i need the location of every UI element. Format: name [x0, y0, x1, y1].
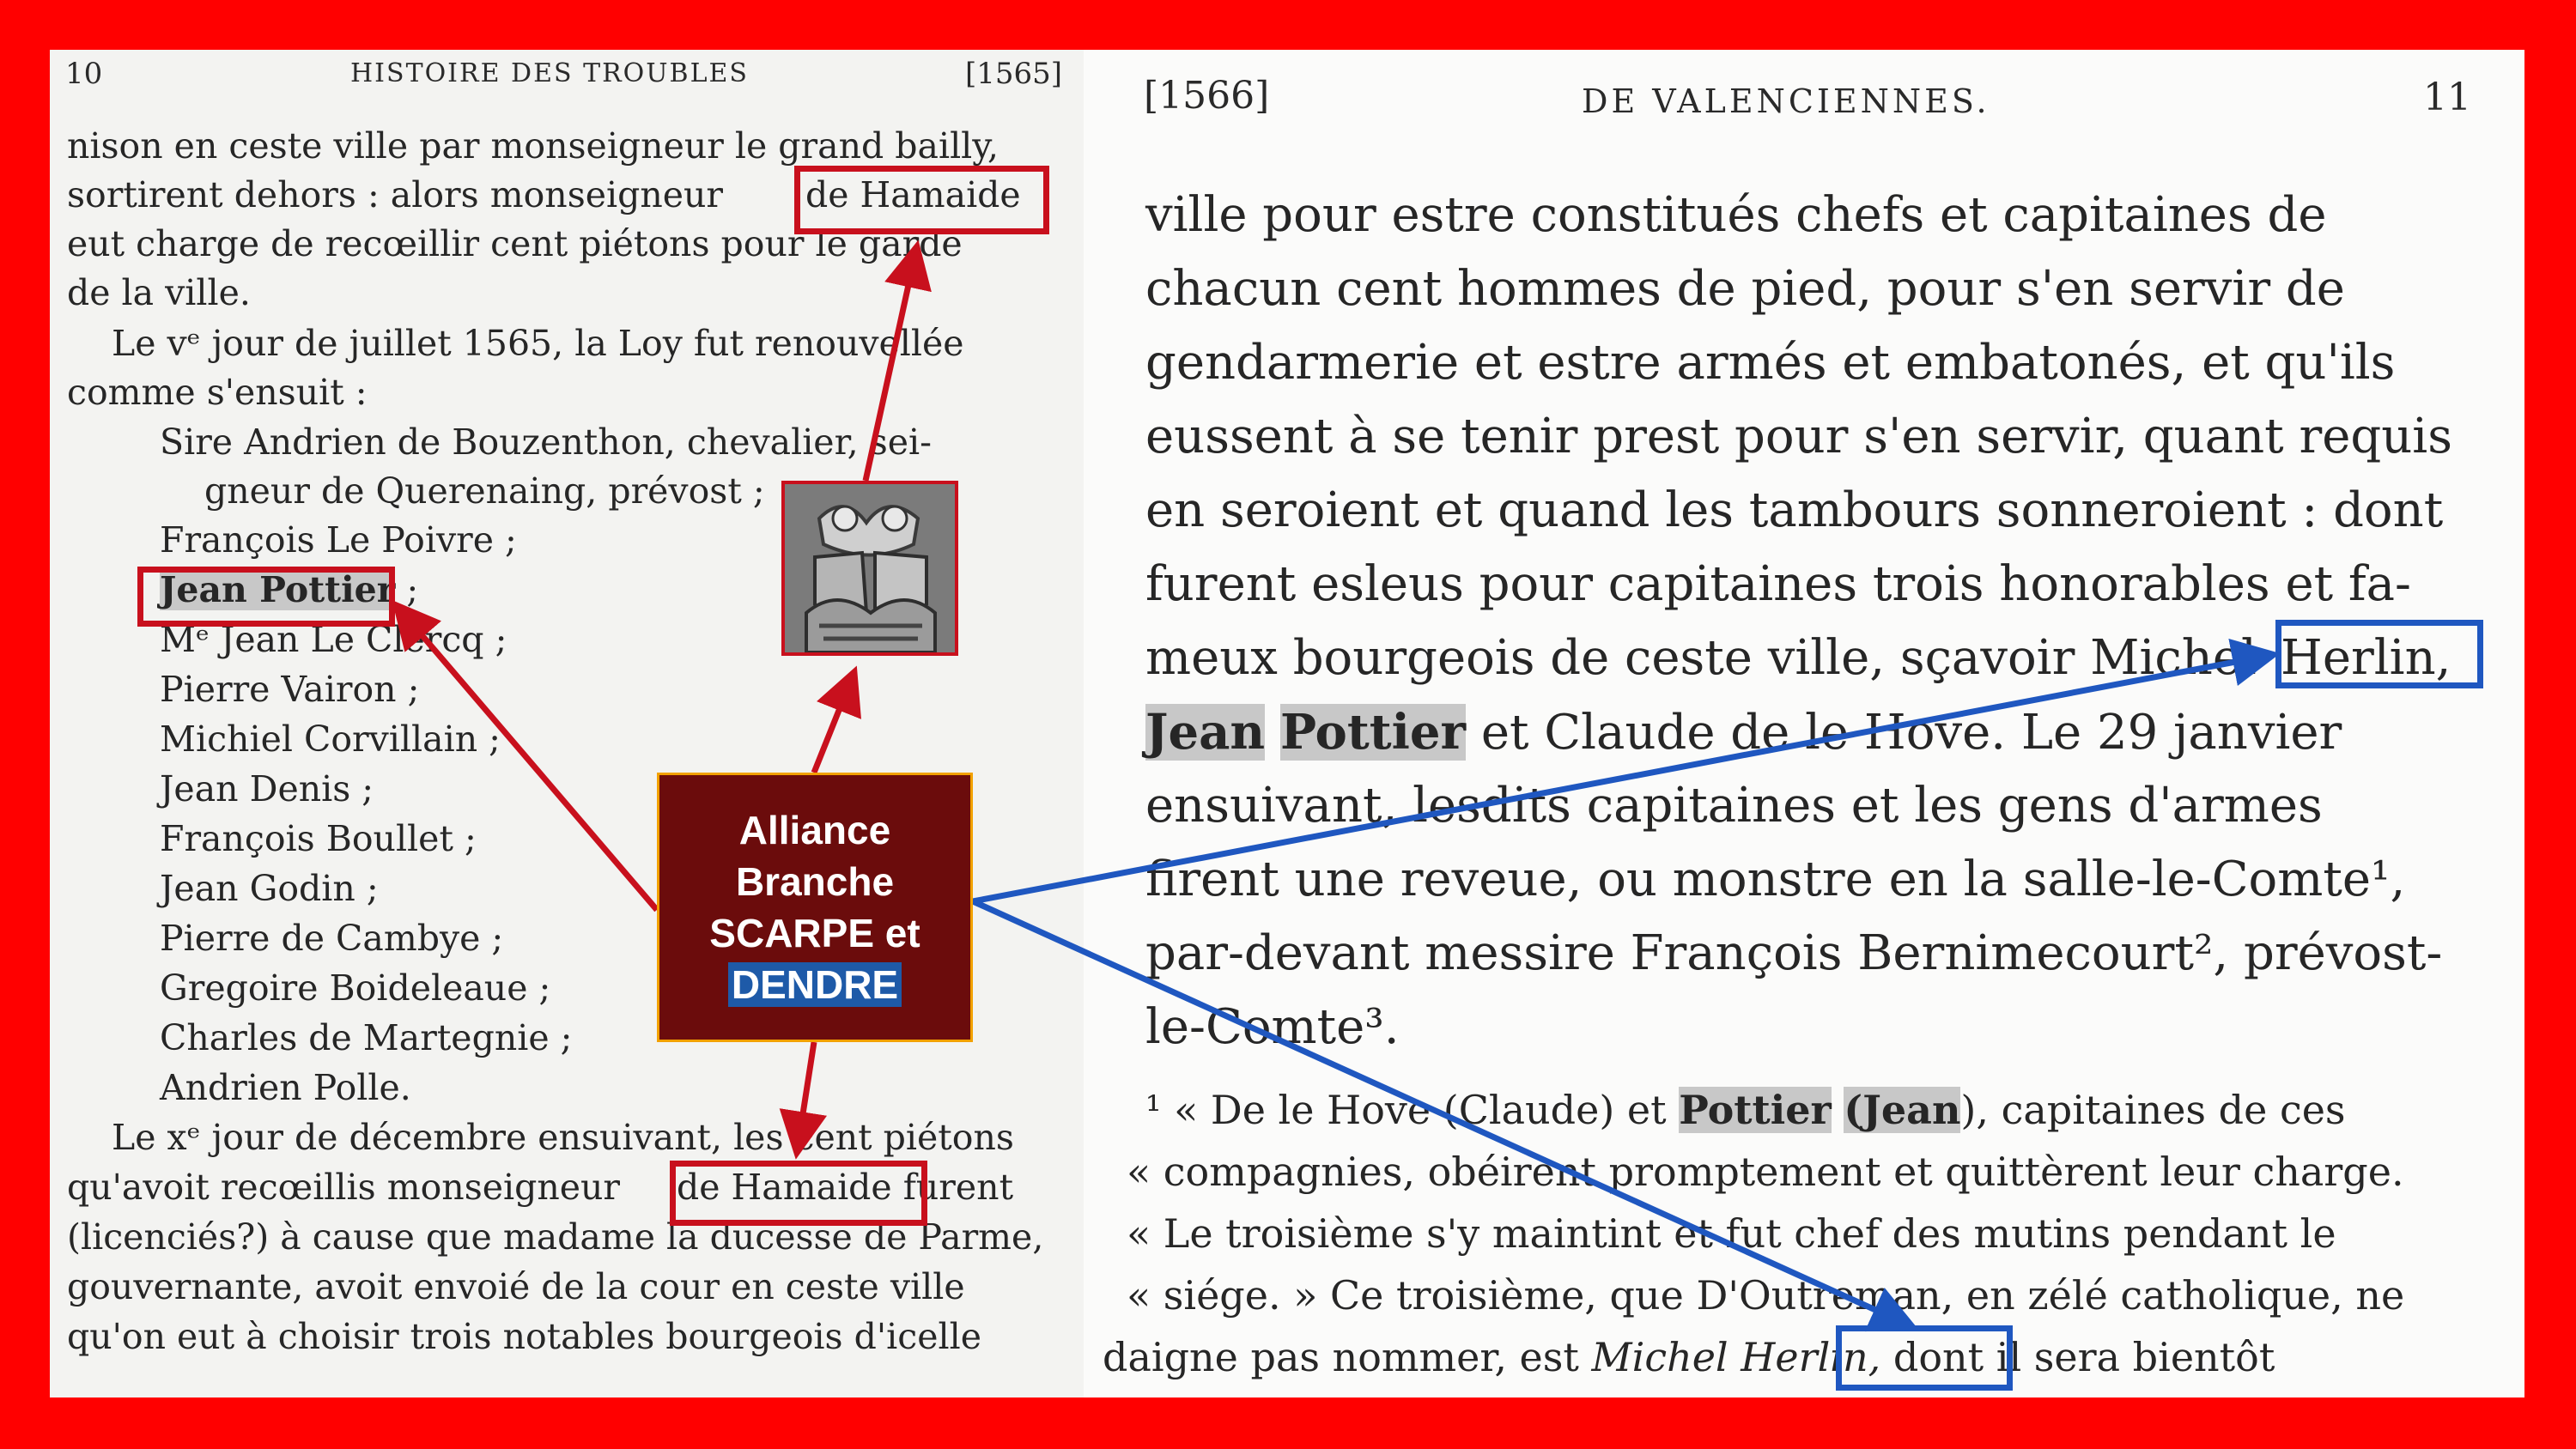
arrow-to-crest: [814, 682, 850, 773]
text-line: gneur de Querenaing, prévost ;: [204, 470, 765, 512]
text-line: eussent à se tenir prest pour s'en servir, quant requis: [1145, 409, 2452, 464]
callout-line-highlight: DENDRE: [728, 959, 902, 1010]
footnote-line: « compagnies, obéirent promptement et quittèrent leur charge.: [1127, 1149, 2404, 1195]
text-line: firent une reveue, ou monstre en la salle-le-Comte¹,: [1145, 852, 2406, 907]
text-line: gouvernante, avoit envoié de la cour en ceste ville: [67, 1266, 965, 1307]
text-line: par-devant messire François Bernimecourt², prévost-: [1145, 925, 2443, 981]
text-line: Le xᵉ jour de décembre ensuivant, les cent piétons: [112, 1117, 1014, 1158]
arrow-to-hamaide-bottom: [799, 1042, 814, 1142]
running-title: HISTOIRE DES TROUBLES: [350, 58, 749, 88]
page-number: 10: [65, 57, 103, 91]
text-line: qu'on eut à choisir trois notables bourgeois d'icelle: [67, 1316, 981, 1357]
arrow-to-herlin-top: [973, 657, 2263, 901]
name-herlin: Herlin,: [2281, 630, 2451, 686]
text-line: ville pour estre constitués chefs et capitaines de: [1145, 187, 2327, 243]
callout-line: Alliance: [738, 808, 891, 852]
footnote-line: daigne pas nommer, est Michel Herlin, dont il sera bientôt: [1103, 1334, 2275, 1380]
alliance-callout: [657, 773, 973, 1042]
page-number: 11: [2423, 76, 2471, 119]
text-line: Gregoire Boideleaue ;: [160, 967, 551, 1009]
text-line: le-Comte³.: [1145, 999, 1400, 1055]
text-line: Sire Andrien de Bouzenthon, chevalier, sei-: [160, 421, 932, 463]
text-line: en seroient et quand les tambours sonneroient : dont: [1145, 482, 2444, 538]
text-line: François Le Poivre ;: [160, 519, 517, 561]
text-line: comme s'ensuit :: [67, 372, 368, 413]
callout-line: Branche: [735, 859, 895, 904]
text-line: Mᵉ Jean Le Clercq ;: [160, 619, 507, 660]
text-line: (licenciés?) à cause que madame la ducesse de Parme,: [67, 1216, 1044, 1258]
running-title: DE VALENCIENNES.: [1582, 82, 1990, 120]
text-line: eut charge de recœillir cent piétons pour le garde: [67, 223, 963, 264]
text-line: ensuivant, lesdits capitaines et les gens d'armes: [1145, 778, 2323, 834]
text-line: sortirent dehors : alors monseigneur: [67, 174, 724, 215]
text-line: de la ville.: [67, 272, 251, 313]
text-line: Pierre de Cambye ;: [160, 918, 504, 959]
text-line: chacun cent hommes de pied, pour s'en servir de: [1145, 261, 2345, 317]
arrow-to-pottier-left: [404, 614, 657, 910]
text-line: François Boullet ;: [160, 818, 477, 859]
callout-line: SCARPE et: [709, 911, 920, 955]
text-line: Andrien Polle.: [160, 1067, 411, 1108]
text-line: furent esleus pour capitaines trois honorables et fa-: [1145, 556, 2411, 612]
footnote-line: ¹ « De le Hove (Claude) et Pottier (Jean), capitaines de ces: [1145, 1087, 2346, 1133]
text-line: gendarmerie et estre armés et embatonés, et qu'ils: [1145, 335, 2396, 391]
text-line: Jean Denis ;: [160, 768, 374, 809]
text-line: Michiel Corvillain ;: [160, 718, 501, 760]
arrow-to-herlin-bottom: [973, 901, 1902, 1322]
name-jean-pottier: Jean Pottier ;: [160, 569, 419, 610]
arrow-to-hamaide-top: [866, 258, 914, 481]
name-hamaide: de Hamaide: [805, 174, 1021, 215]
text-line: Le vᵉ jour de juillet 1565, la Loy fut renouvellée: [112, 323, 964, 364]
text-line: Jean Godin ;: [160, 868, 379, 909]
footnote-line: « siége. » Ce troisième, que D'Outreman, en zélé catholique, ne: [1127, 1272, 2405, 1319]
footnote-line: « Le troisième s'y maintint et fut chef des mutins pendant le: [1127, 1210, 2336, 1257]
text-line-pottier: Jean Pottier et Claude de le Hove. Le 29 janvier: [1145, 704, 2342, 761]
page-year: [1566]: [1144, 74, 1270, 118]
text-line: meux bourgeois de ceste ville, sçavoir Michel: [1145, 630, 2257, 686]
text-line: Charles de Martegnie ;: [160, 1017, 573, 1058]
page-year: [1565]: [965, 57, 1063, 91]
text-line: qu'avoit recœillis monseigneur: [67, 1167, 621, 1208]
text-line: nison en ceste ville par monseigneur le grand bailly,: [67, 125, 999, 167]
text-line: Pierre Vairon ;: [160, 669, 420, 710]
name-hamaide-2: de Hamaide furent: [677, 1167, 1014, 1208]
